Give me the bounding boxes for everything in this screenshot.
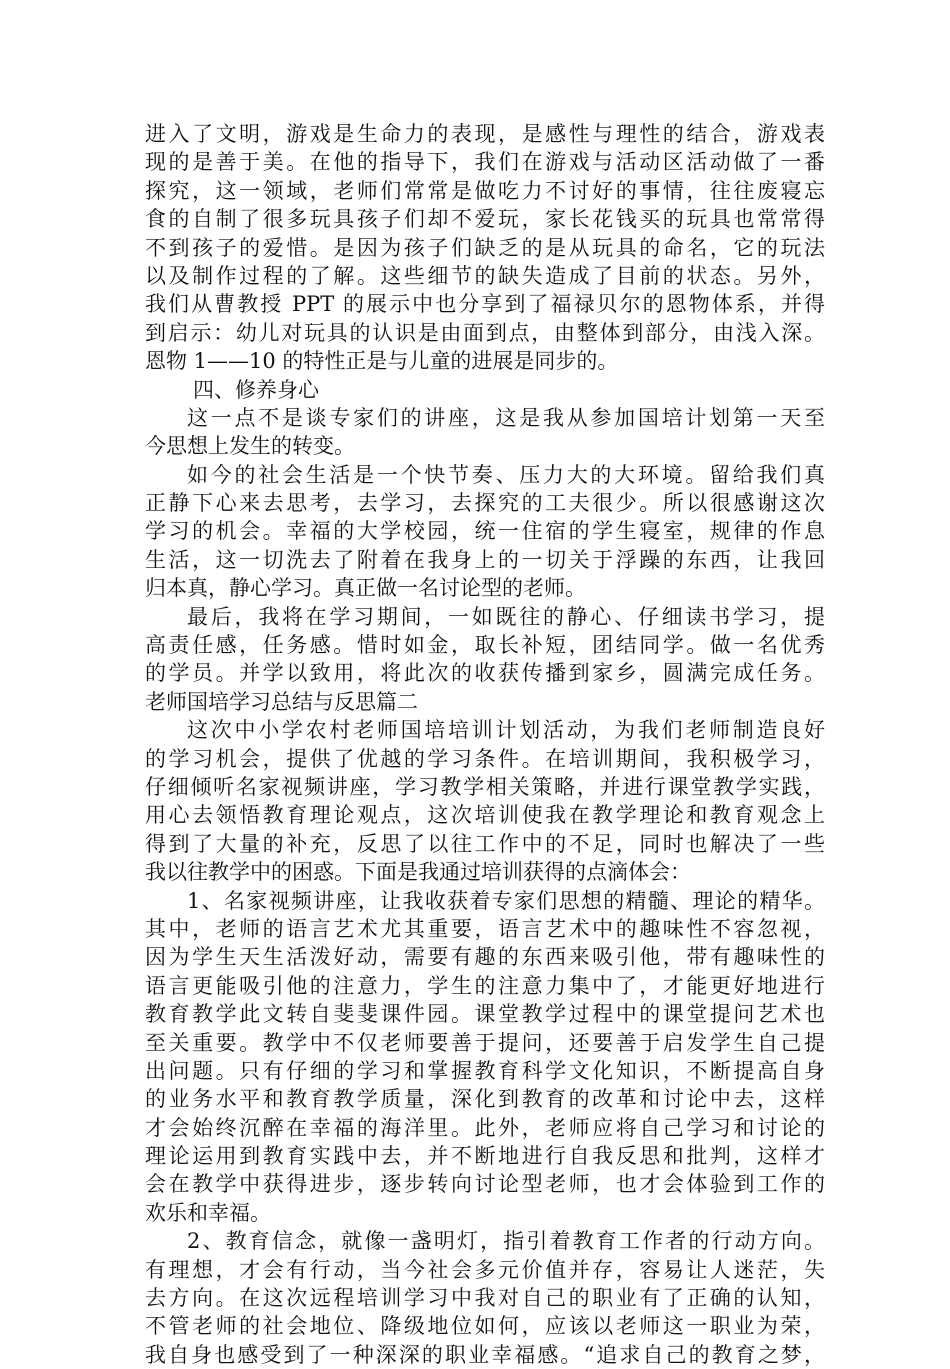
text-line: 学习的机会。幸福的大学校园，统一住宿的学生寝室，规律的作息 <box>145 519 825 544</box>
text-line: 我们从曹教授 PPT 的展示中也分享到了福禄贝尔的恩物体系，并得 <box>145 292 825 317</box>
text-line: 以及制作过程的了解。这些细节的缺失造成了目前的状态。另外， <box>145 263 825 288</box>
text-line: 恩物 1——10 的特性正是与儿童的进展是同步的。 <box>145 349 619 374</box>
text-line: 欢乐和幸福。 <box>145 1200 271 1225</box>
text-line: 这次中小学农村老师国培培训计划活动，为我们老师制造良好 <box>187 718 825 743</box>
text-line: 归本真，静心学习。真正做一名讨论型的老师。 <box>145 576 586 601</box>
text-line: 教育教学此文转自斐斐课件园。课堂教学过程中的课堂提问艺术也 <box>145 1002 825 1027</box>
text-line: 这一点不是谈专家们的讲座，这是我从参加国培计划第一天至 <box>187 405 825 430</box>
text-line: 因为学生天生活泼好动，需要有趣的东西来吸引他，带有趣味性的 <box>145 945 825 970</box>
text-line: 不到孩子的爱惜。是因为孩子们缺乏的是从玩具的命名，它的玩法 <box>145 235 825 260</box>
document-body <box>145 120 825 1369</box>
text-line: 食的自制了很多玩具孩子们却不爱玩，家长花钱买的玩具也常常得 <box>145 207 825 232</box>
text-line: 探究，这一领域，老师们常常是做吃力不讨好的事情，往往废寝忘 <box>145 178 825 203</box>
text-line: 的业务水平和教育教学质量，深化到教育的改革和讨论中去，这样 <box>145 1087 825 1112</box>
text-line: 有理想，才会有行动，当今社会多元价值并存，容易让人迷茫，失 <box>145 1257 825 1282</box>
text-line: 去方向。在这次远程培训学习中我对自己的职业有了正确的认知， <box>145 1286 825 1311</box>
text-line: 至关重要。教学中不仅老师要善于提问，还要善于启发学生自己提 <box>145 1030 825 1055</box>
text-line: 的学员。并学以致用，将此次的收获传播到家乡，圆满完成任务。 <box>145 661 825 686</box>
text-line: 现的是善于美。在他的指导下，我们在游戏与活动区活动做了一番 <box>145 150 825 175</box>
text-line: 1、名家视频讲座，让我收获着专家们思想的精髓、理论的精华。 <box>187 888 825 913</box>
text-line: 用心去领悟教育理论观点，这次培训使我在教学理论和教育观念上 <box>145 803 825 828</box>
text-line: 到启示：幼儿对玩具的认识是由面到点，由整体到部分，由浅入深。 <box>145 320 825 345</box>
text-line: 进入了文明，游戏是生命力的表现，是感性与理性的结合，游戏表 <box>145 122 825 146</box>
text-line: 我以往教学中的困惑。下面是我通过培训获得的点滴体会： <box>145 860 691 885</box>
text-line: 四、修养身心 <box>193 377 319 402</box>
text-line: 2、教育信念，就像一盏明灯，指引着教育工作者的行动方向。 <box>187 1229 825 1254</box>
text-line: 的学习机会，提供了优越的学习条件。在培训期间，我积极学习， <box>145 746 825 771</box>
text-line: 如今的社会生活是一个快节奏、压力大的大环境。留给我们真 <box>187 462 825 487</box>
text-line: 会在教学中获得进步，逐步转向讨论型老师，也才会体验到工作的 <box>145 1172 825 1197</box>
text-line: 不管老师的社会地位、降级地位如何，应该以老师这一职业为荣， <box>145 1314 825 1339</box>
text-line: 最后，我将在学习期间，一如既往的静心、仔细读书学习，提 <box>187 604 825 629</box>
text-line: 高责任感，任务感。惜时如金，取长补短，团结同学。做一名优秀 <box>145 633 825 658</box>
text-line: 出问题。只有仔细的学习和掌握教育科学文化知识，不断提高自身 <box>145 1058 825 1083</box>
text-line: 其中，老师的语言艺术尤其重要，语言艺术中的趣味性不容忽视， <box>145 916 825 941</box>
text-line: 今思想上发生的转变。 <box>145 434 355 459</box>
text-line: 生活，这一切洗去了附着在我身上的一切关于浮躁的东西，让我回 <box>145 547 825 572</box>
text-line: 得到了大量的补充，反思了以往工作中的不足，同时也解决了一些 <box>145 831 825 856</box>
text-line: 仔细倾听名家视频讲座，学习教学相关策略，并进行课堂教学实践， <box>145 774 825 799</box>
text-line: 才会始终沉醉在幸福的海洋里。此外，老师应将自己学习和讨论的 <box>145 1115 825 1140</box>
text-line: 我自身也感受到了一种深深的职业幸福感。“追求自己的教育之梦， <box>145 1342 825 1367</box>
text-line: 语言更能吸引他的注意力，学生的注意力集中了，才能更好地进行 <box>145 973 825 998</box>
text-line: 老师国培学习总结与反思篇二 <box>145 689 418 714</box>
text-line: 理论运用到教育实践中去，并不断地进行自我反思和批判，这样才 <box>145 1144 825 1169</box>
text-line: 正静下心来去思考，去学习，去探究的工夫很少。所以很感谢这次 <box>145 491 825 516</box>
